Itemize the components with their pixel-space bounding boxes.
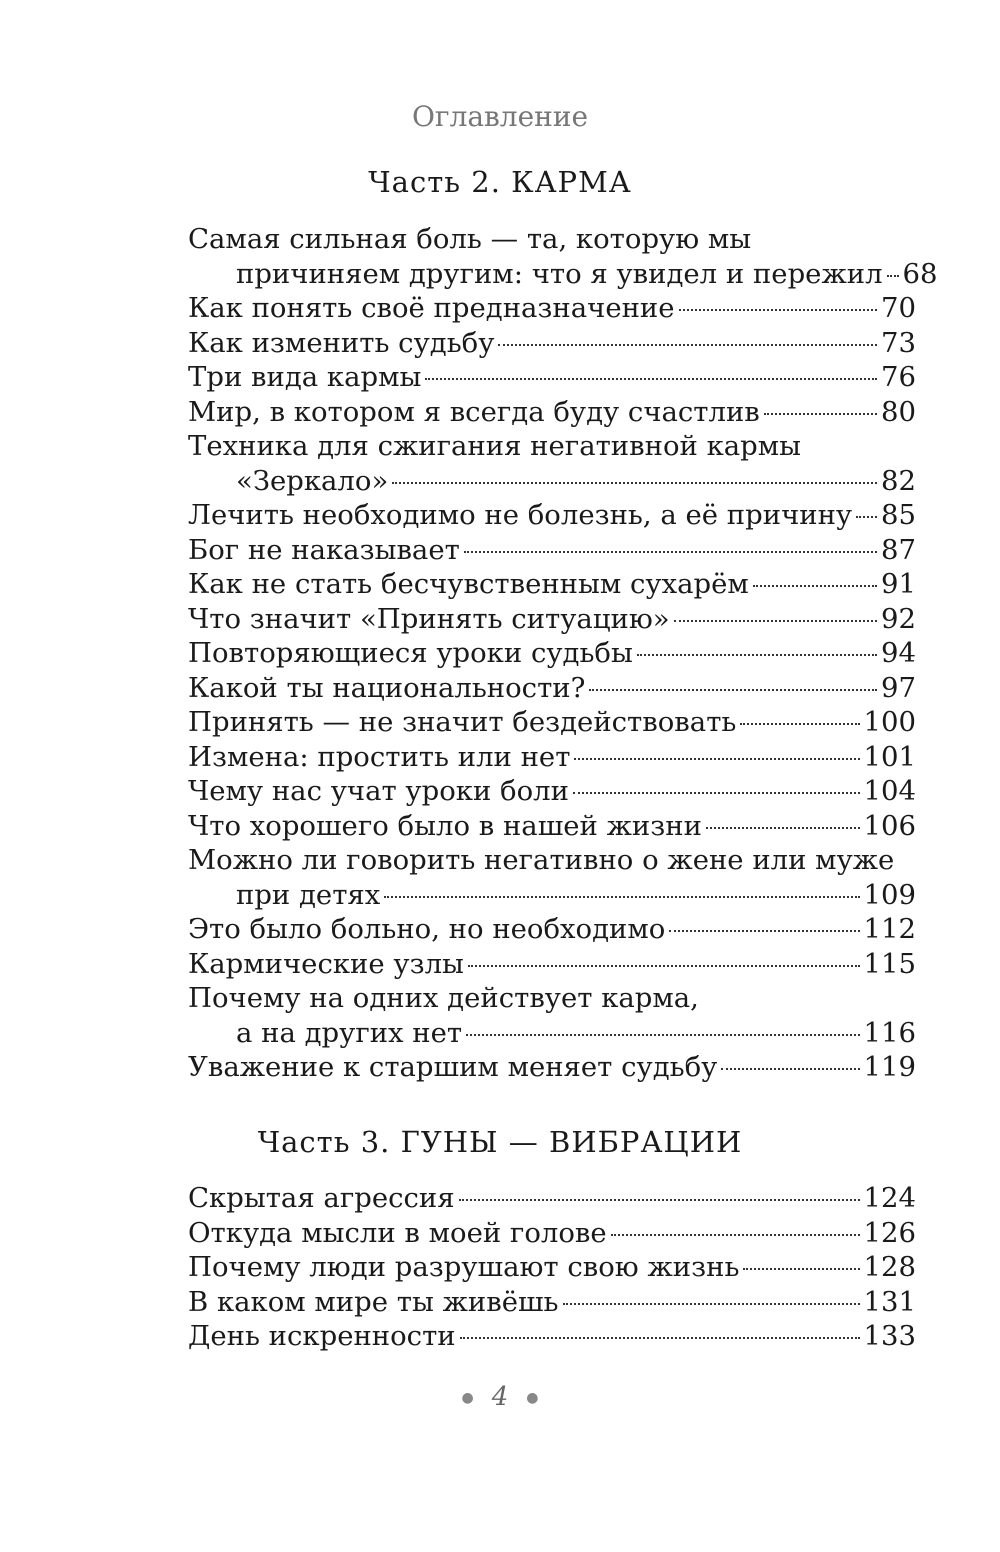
toc-page-number: 82 bbox=[881, 464, 916, 497]
toc-entry-title: Техника для сжигания негативной кармы bbox=[188, 430, 802, 462]
toc-page-number: 100 bbox=[863, 706, 916, 738]
toc-entry bbox=[188, 326, 916, 361]
dot-leader bbox=[468, 965, 860, 967]
dot-leader bbox=[574, 758, 859, 760]
toc-entry-title: Это было больно, но необходимо bbox=[188, 913, 666, 945]
toc-entry-title: при детях bbox=[236, 878, 381, 911]
toc-entry bbox=[188, 843, 916, 912]
toc-page-number: 106 bbox=[863, 809, 916, 842]
toc-entry bbox=[188, 429, 916, 498]
toc-page-number: 94 bbox=[881, 637, 916, 669]
toc-entry-line bbox=[188, 222, 916, 257]
toc-entry-line bbox=[188, 809, 916, 844]
page-number bbox=[0, 1382, 1000, 1412]
toc-entry bbox=[188, 705, 916, 740]
toc-entry-line bbox=[188, 878, 916, 913]
toc-entry bbox=[188, 636, 916, 671]
dot-leader bbox=[856, 516, 877, 518]
dot-leader bbox=[706, 827, 860, 829]
toc-entry-title: Повторяющиеся уроки судьбы bbox=[188, 637, 633, 669]
toc-page-number: 128 bbox=[863, 1251, 916, 1283]
toc-entry bbox=[188, 567, 916, 602]
toc-entry-title: Почему на одних действует карма, bbox=[188, 982, 699, 1014]
dot-leader bbox=[721, 1068, 859, 1070]
toc-entry-title: Какой ты национальности? bbox=[188, 671, 586, 704]
toc-page-number: 115 bbox=[863, 947, 916, 980]
dot-leader bbox=[611, 1234, 860, 1236]
toc-entry-line bbox=[188, 395, 916, 430]
dot-leader bbox=[637, 654, 877, 656]
toc-entry-line bbox=[188, 1050, 916, 1085]
toc-entry-line bbox=[188, 671, 916, 706]
toc-entry bbox=[188, 912, 916, 947]
toc-entry-line bbox=[188, 291, 916, 326]
dot-leader bbox=[466, 1034, 859, 1036]
toc-page-number: 91 bbox=[881, 568, 916, 600]
toc-entry-title: Как не стать бесчувственным сухарём bbox=[188, 568, 749, 600]
toc-page-number: 97 bbox=[881, 671, 916, 704]
toc-entry-line bbox=[188, 360, 916, 395]
dot-leader bbox=[589, 689, 877, 691]
dot-leader bbox=[764, 413, 877, 415]
toc-page-number: 87 bbox=[881, 533, 916, 566]
toc-page-number: 126 bbox=[863, 1216, 916, 1249]
toc-entry-line bbox=[188, 1181, 916, 1216]
toc-entry-title: а на других нет bbox=[236, 1016, 463, 1049]
toc-entry-title: Откуда мысли в моей голове bbox=[188, 1216, 607, 1249]
toc-page-number: 76 bbox=[881, 361, 916, 393]
toc-entry bbox=[188, 602, 916, 637]
toc-page-number: 124 bbox=[863, 1182, 916, 1214]
part-2-title: Часть 2. КАРМА bbox=[368, 165, 632, 199]
dot-leader bbox=[392, 482, 877, 484]
toc-entry bbox=[188, 981, 916, 1050]
dot-leader bbox=[679, 309, 877, 311]
toc-page-number: 101 bbox=[863, 740, 916, 773]
toc-entry-line bbox=[188, 774, 916, 809]
toc-entry-title: Бог не наказывает bbox=[188, 533, 460, 566]
dot-leader bbox=[669, 930, 859, 932]
toc-entry-title: «Зеркало» bbox=[236, 464, 389, 497]
toc-page-number: 116 bbox=[863, 1016, 916, 1049]
toc-entry bbox=[188, 1216, 916, 1251]
toc-entry-line bbox=[188, 1285, 916, 1320]
toc-entry bbox=[188, 1285, 916, 1320]
folio-number: 4 bbox=[491, 1382, 509, 1412]
toc-entry-line bbox=[188, 533, 916, 568]
toc-entry-title: Лечить необходимо не болезнь, а её причину bbox=[188, 499, 853, 531]
toc-entry-line bbox=[188, 740, 916, 775]
toc-entry bbox=[188, 533, 916, 568]
toc-entry bbox=[188, 809, 916, 844]
toc-entry bbox=[188, 774, 916, 809]
toc-entry bbox=[188, 947, 916, 982]
toc-part-3 bbox=[188, 1181, 916, 1354]
toc-entry-title: Три вида кармы bbox=[188, 361, 422, 393]
dot-leader bbox=[887, 275, 899, 277]
toc-page-number: 131 bbox=[863, 1285, 916, 1318]
dot-leader bbox=[753, 585, 877, 587]
toc-page-number: 104 bbox=[863, 775, 916, 807]
toc-entry-line bbox=[188, 567, 916, 602]
dot-leader bbox=[740, 723, 859, 725]
toc-entry-title: причиняем другим: что я увидел и пережил bbox=[236, 257, 883, 290]
dot-leader bbox=[464, 551, 877, 553]
toc-entry-title: Почему люди разрушают свою жизнь bbox=[188, 1251, 740, 1283]
dot-leader bbox=[460, 1337, 860, 1339]
toc-entry-line bbox=[188, 1016, 916, 1051]
toc-entry-title: Принять — не значит бездействовать bbox=[188, 706, 737, 738]
folio-dot-right: ● bbox=[526, 1390, 539, 1406]
toc-entry bbox=[188, 360, 916, 395]
dot-leader bbox=[459, 1199, 860, 1201]
toc-entry-title: Как изменить судьбу bbox=[188, 326, 495, 359]
toc-entry-line bbox=[188, 429, 916, 464]
toc-entry-line bbox=[188, 1250, 916, 1285]
dot-leader bbox=[498, 344, 877, 346]
toc-entry-line bbox=[188, 602, 916, 637]
toc-entry-title: Как понять своё предназначение bbox=[188, 292, 675, 324]
toc-entry bbox=[188, 498, 916, 533]
toc-entry-line bbox=[188, 912, 916, 947]
toc-page-number: 119 bbox=[863, 1051, 916, 1083]
toc-page-number: 80 bbox=[881, 395, 916, 428]
dot-leader bbox=[425, 378, 877, 380]
toc-page-number: 133 bbox=[863, 1320, 916, 1352]
toc-entry-line bbox=[188, 947, 916, 982]
dot-leader bbox=[674, 620, 877, 622]
toc-entry bbox=[188, 395, 916, 430]
toc-entry-title: Можно ли говорить негативно о жене или муже bbox=[188, 844, 895, 876]
toc-entry bbox=[188, 1050, 916, 1085]
toc-entry bbox=[188, 291, 916, 326]
dot-leader bbox=[563, 1303, 860, 1305]
running-head: Оглавление bbox=[411, 100, 589, 133]
toc-entry-title: День искренности bbox=[188, 1320, 456, 1352]
toc-entry-line bbox=[188, 705, 916, 740]
toc-page-number: 73 bbox=[881, 326, 916, 359]
toc-entry-line bbox=[188, 636, 916, 671]
toc-entry-title: Чему нас учат уроки боли bbox=[188, 775, 569, 807]
dot-leader bbox=[384, 896, 859, 898]
toc-part-2 bbox=[188, 222, 938, 1085]
toc-entry-line bbox=[188, 1216, 916, 1251]
toc-entry-title: Мир, в котором я всегда буду счастлив bbox=[188, 395, 760, 428]
toc-entry-title: Кармические узлы bbox=[188, 947, 464, 980]
toc-entry bbox=[188, 1250, 916, 1285]
toc-entry-line bbox=[188, 1319, 916, 1354]
toc-entry bbox=[188, 671, 916, 706]
toc-entry-line bbox=[188, 257, 938, 292]
toc-page-number: 109 bbox=[863, 878, 916, 911]
folio-dot-left: ● bbox=[461, 1390, 474, 1406]
toc-entry-line bbox=[188, 981, 916, 1016]
toc-entry-title: Уважение к старшим меняет судьбу bbox=[188, 1051, 718, 1083]
toc-entry-title: Самая сильная боль — та, которую мы bbox=[188, 223, 752, 255]
toc-entry-title: Что значит «Принять ситуацию» bbox=[188, 602, 670, 635]
toc-entry-line bbox=[188, 326, 916, 361]
toc-page-number: 92 bbox=[881, 602, 916, 635]
toc-page-number: 68 bbox=[902, 257, 938, 290]
toc-entry-title: Скрытая агрессия bbox=[188, 1182, 455, 1214]
toc-entry-title: В каком мире ты живёшь bbox=[188, 1285, 559, 1318]
toc-entry-title: Что хорошего было в нашей жизни bbox=[188, 809, 702, 842]
toc-entry-line bbox=[188, 498, 916, 533]
toc-entry-title: Измена: простить или нет bbox=[188, 740, 571, 773]
part-3-title: Часть 3. ГУНЫ — ВИБРАЦИИ bbox=[257, 1125, 743, 1159]
toc-entry bbox=[188, 222, 938, 291]
toc-entry-line bbox=[188, 464, 916, 499]
toc-page-number: 85 bbox=[881, 499, 916, 531]
dot-leader bbox=[743, 1268, 859, 1270]
toc-entry-line bbox=[188, 843, 916, 878]
toc-entry bbox=[188, 1319, 916, 1354]
toc-entry bbox=[188, 1181, 916, 1216]
toc-entry bbox=[188, 740, 916, 775]
dot-leader bbox=[573, 792, 860, 794]
toc-page-number: 112 bbox=[863, 913, 916, 945]
toc-page-number: 70 bbox=[881, 292, 916, 324]
